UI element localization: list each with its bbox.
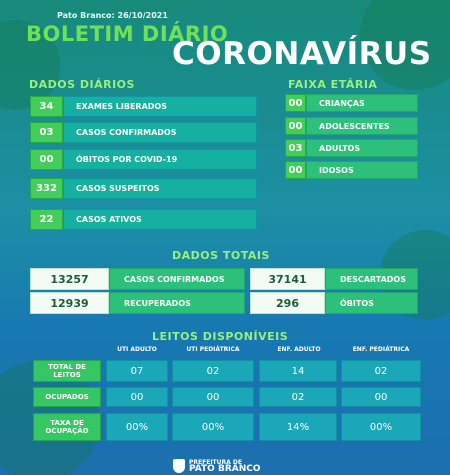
beds-column-header: UTI PEDIÁTRICA	[186, 346, 240, 353]
daily-label: CASOS SUSPEITOS	[63, 178, 257, 199]
age-value: 00	[285, 161, 306, 179]
total-label: DESCARTADOS	[325, 268, 418, 290]
daily-label: CASOS CONFIRMADOS	[63, 122, 257, 143]
age-row	[285, 94, 418, 112]
beds-row-label: TAXA DE OCUPAÇÃO	[33, 413, 101, 441]
daily-row	[30, 149, 257, 170]
age-label: CRIANÇAS	[306, 94, 418, 112]
beds-cell: 00	[172, 387, 254, 407]
daily-value: 00	[30, 149, 63, 170]
bulletin-title: BOLETIM DIÁRIO	[26, 22, 229, 46]
beds-column-header: UTI ADULTO	[117, 346, 157, 353]
age-row	[285, 117, 418, 135]
age-label: ADULTOS	[306, 139, 418, 157]
beds-cell: 14	[259, 360, 337, 382]
daily-data-title: DADOS DIÁRIOS	[29, 78, 135, 91]
coronavirus-title: CORONAVÍRUS	[172, 36, 432, 72]
daily-row	[30, 122, 257, 143]
beds-cell: 02	[259, 387, 337, 407]
total-value: 12939	[30, 292, 109, 314]
beds-cell: 07	[106, 360, 168, 382]
total-row	[30, 292, 245, 314]
crest-icon	[173, 459, 185, 473]
total-row	[250, 292, 418, 314]
total-row	[250, 268, 418, 290]
total-value: 296	[250, 292, 325, 314]
age-row	[285, 139, 418, 157]
beds-column-header: ENF. ADULTO	[277, 346, 321, 353]
footer-line2: PATO BRANCO	[189, 464, 261, 474]
age-value: 00	[285, 117, 306, 135]
daily-label: EXAMES LIBERADOS	[63, 96, 257, 117]
beds-cell: 00	[341, 387, 421, 407]
daily-label: CASOS ATIVOS	[63, 209, 257, 230]
total-label: RECUPERADOS	[109, 292, 245, 314]
age-label: IDOSOS	[306, 161, 418, 179]
age-label: ADOLESCENTES	[306, 117, 418, 135]
beds-cell: 00%	[341, 413, 421, 441]
age-value: 00	[285, 94, 306, 112]
beds-column-header: ENF. PEDIÁTRICA	[352, 346, 410, 353]
daily-label: ÓBITOS POR COVID-19	[63, 149, 257, 170]
age-value: 03	[285, 139, 306, 157]
report-date: Pato Branco: 26/10/2021	[57, 11, 168, 20]
daily-value: 03	[30, 122, 63, 143]
daily-row	[30, 96, 257, 117]
beds-row-label: OCUPADOS	[33, 387, 101, 407]
beds-row-label: TOTAL DE LEITOS	[33, 360, 101, 382]
footer-text	[189, 459, 261, 473]
total-row	[30, 268, 245, 290]
age-row	[285, 161, 418, 179]
beds-cell: 00%	[106, 413, 168, 441]
age-group-title: FAIXA ETÁRIA	[288, 78, 378, 91]
beds-cell: 00%	[172, 413, 254, 441]
beds-cell: 02	[172, 360, 254, 382]
beds-cell: 00	[106, 387, 168, 407]
totals-title: DADOS TOTAIS	[172, 249, 270, 262]
city-hall-logo	[173, 459, 261, 473]
beds-cell: 02	[341, 360, 421, 382]
total-label: CASOS CONFIRMADOS	[109, 268, 245, 290]
total-value: 37141	[250, 268, 325, 290]
daily-value: 22	[30, 209, 63, 230]
daily-value: 332	[30, 178, 63, 199]
footer-line1: PREFEITURA DE	[189, 459, 242, 466]
daily-value: 34	[30, 96, 63, 117]
beds-cell: 14%	[259, 413, 337, 441]
daily-row	[30, 178, 257, 199]
daily-row	[30, 209, 257, 230]
total-value: 13257	[30, 268, 109, 290]
total-label: ÓBITOS	[325, 292, 418, 314]
beds-title: LEITOS DISPONÍVEIS	[152, 330, 289, 343]
